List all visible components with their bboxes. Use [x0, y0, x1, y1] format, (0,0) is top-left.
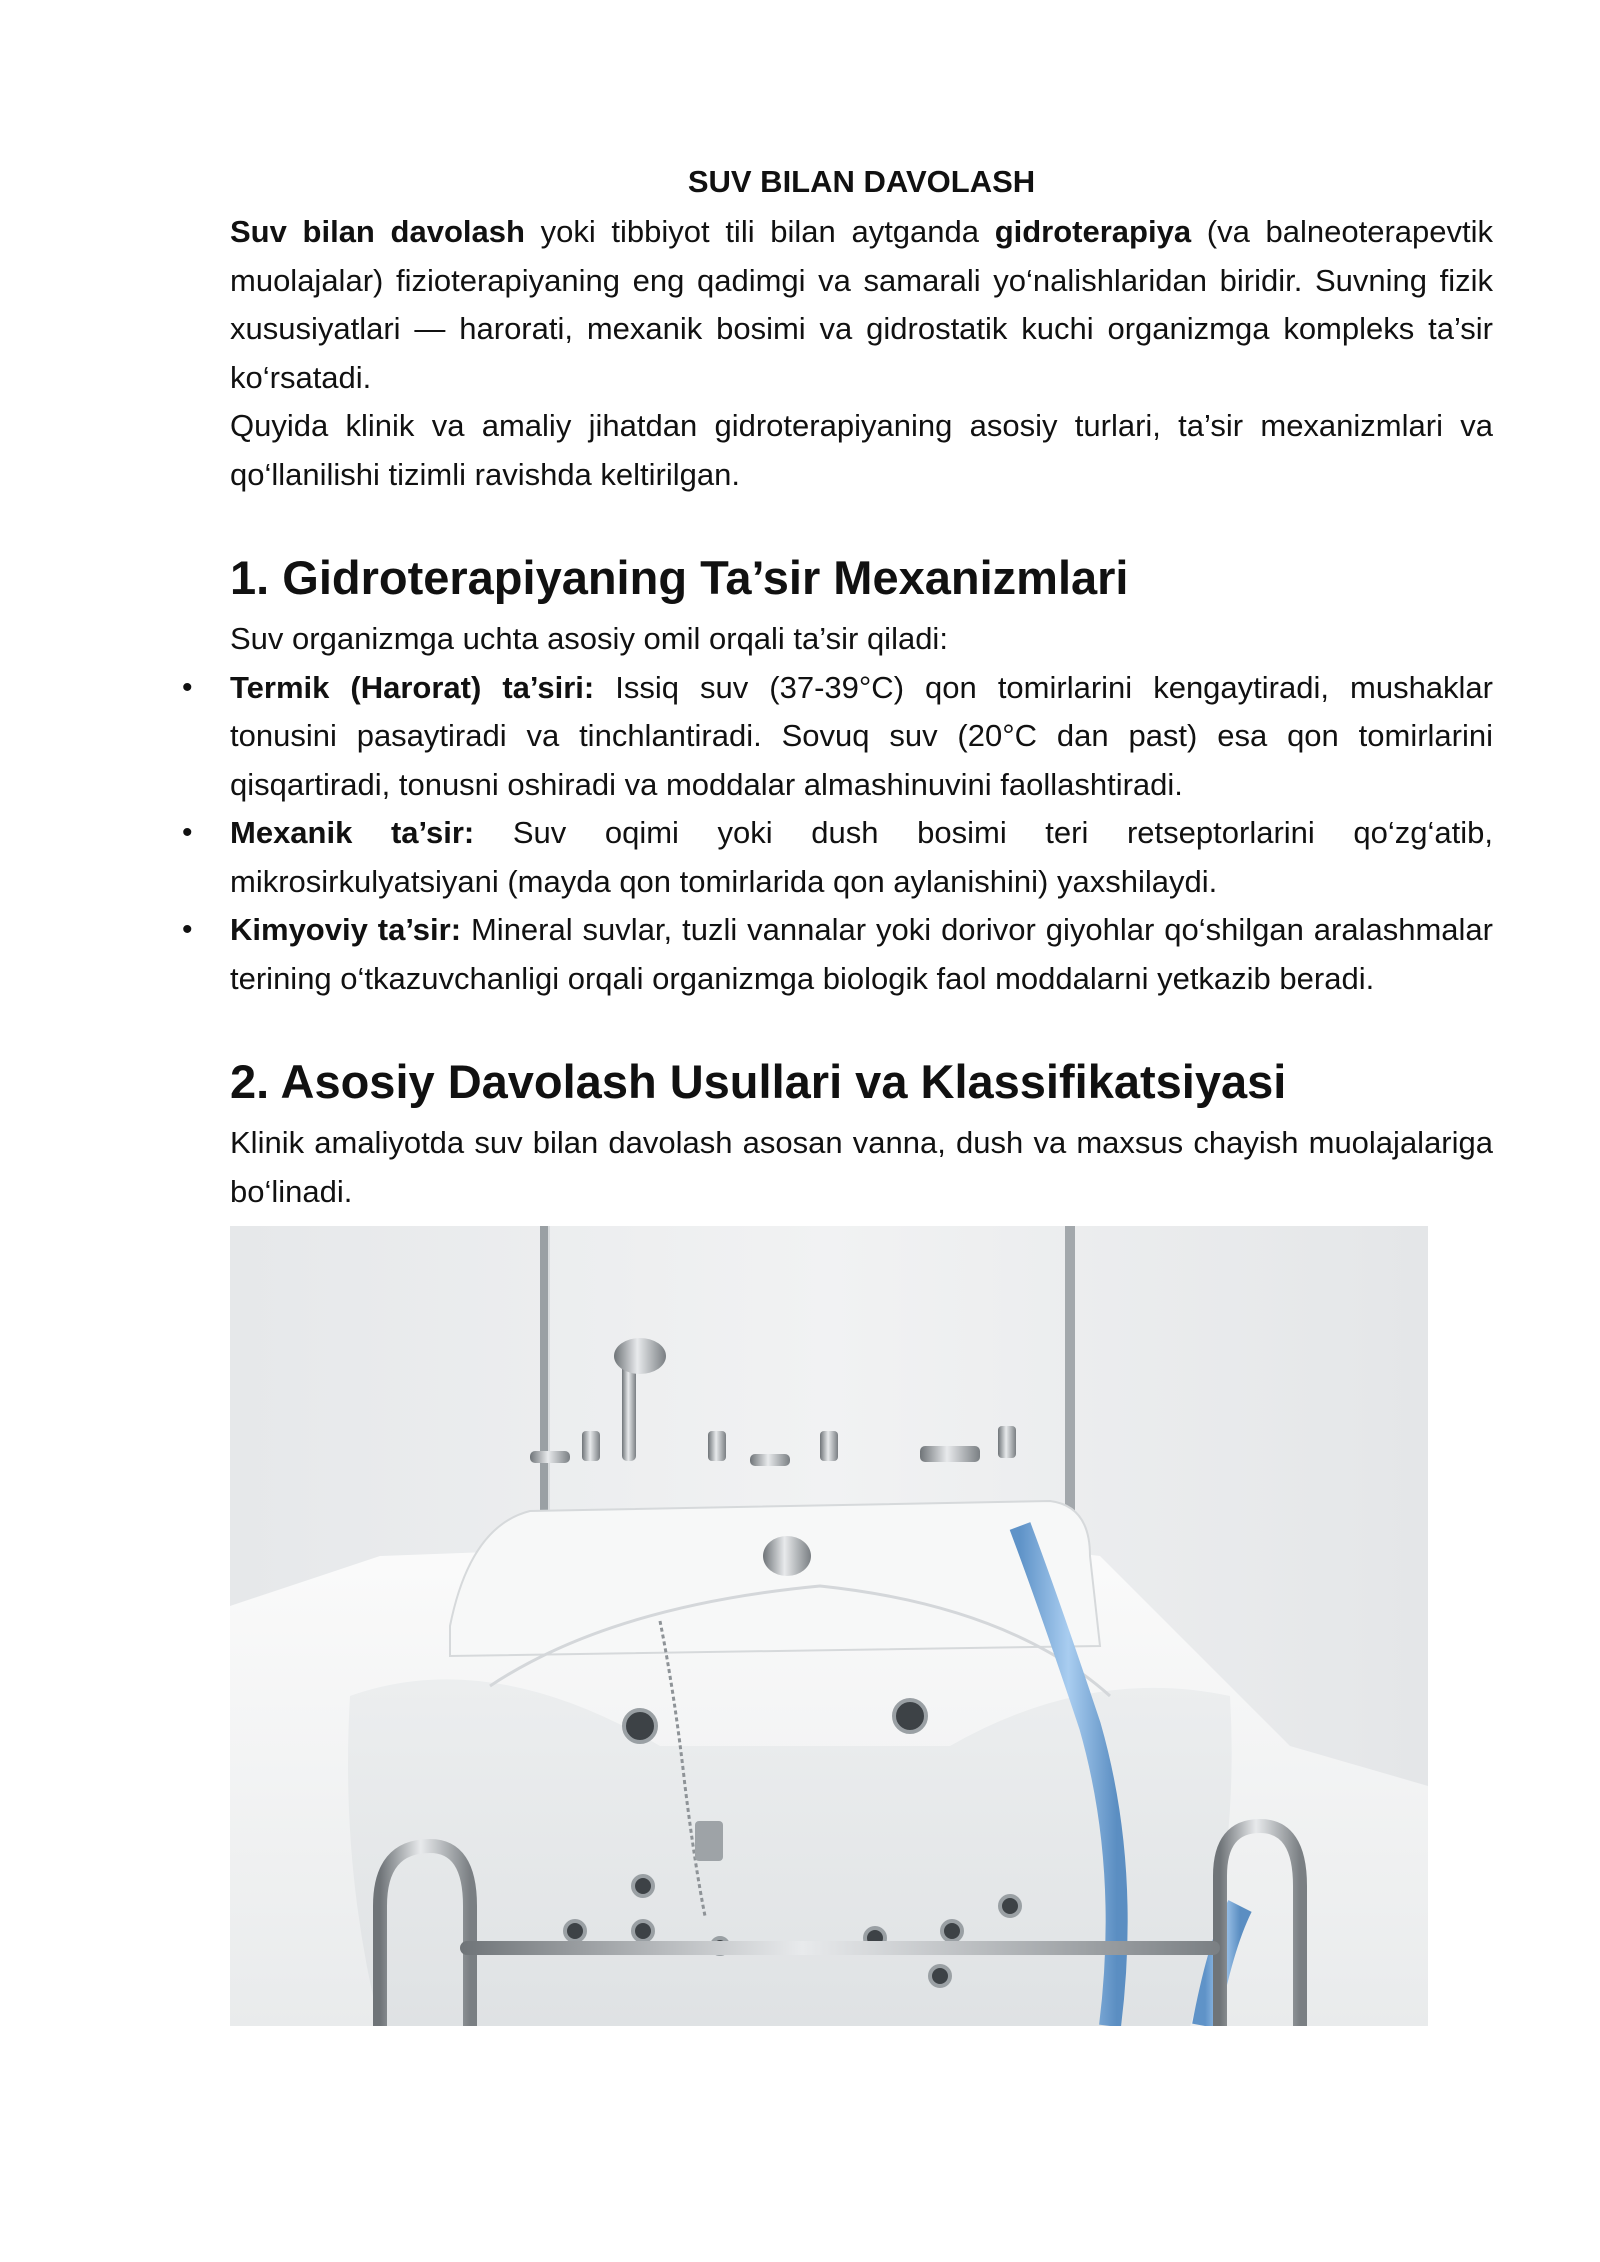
list-item-bold: Mexanik ta’sir: — [230, 815, 475, 850]
document-content — [182, 158, 1493, 2026]
intro-paragraph-2: Quyida klinik va amaliy jihatdan gidroterapiyaning asosiy turlari, ta’sir mexanizmlari va qo‘llanilishi tizimli ravishda keltirilgan. — [230, 408, 1493, 492]
bullet-icon: • — [182, 670, 193, 704]
document-title: SUV BILAN DAVOLASH — [687, 164, 1036, 199]
intro-bold-term-1: Suv bilan davolash — [230, 214, 525, 249]
bathtub-illustration — [230, 1226, 1428, 2026]
list-item-text: Mineral suvlar, tuzli vannalar yoki dorivor giyohlar qo‘shilgan aralashmalar terining o‘tkazuvchanligi orqali organizmga biologik faol moddalarni yetkazib beradi. — [230, 912, 1493, 996]
intro-bold-term-2: gidroterapiya — [994, 214, 1192, 249]
section-2-lead: Klinik amaliyotda suv bilan davolash asosan vanna, dush va maxsus chayish muolajalariga bo‘linadi. — [230, 1125, 1493, 1209]
list-item-mechanical — [182, 809, 1493, 906]
list-item-text: Issiq suv (37-39°C) qon tomirlarini kengaytiradi, mushaklar tonusini pasaytiradi va tinchlantiradi. Sovuq suv (20°C dan past) esa qon tomirlarini qisqartiradi, tonusni oshiradi va moddalar almashinuvini faollashtiradi. — [230, 669, 1493, 802]
list-item-bold: Termik (Harorat) ta’siri: — [230, 669, 595, 705]
list-item-chemical — [182, 906, 1493, 1003]
list-item-bold: Kimyoviy ta’sir: — [230, 912, 462, 947]
section-1-lead: Suv organizmga uchta asosiy omil orqali ta’sir qiladi: — [230, 621, 948, 656]
hydrotherapy-bathtub-photo — [230, 1226, 1428, 2026]
intro-text-1: yoki tibbiyot tili bilan aytganda — [524, 214, 995, 249]
section-1-heading: 1. Gidroterapiyaning Ta’sir Mexanizmlari — [230, 551, 1129, 604]
intro-text-2: (va balneoterapevtik muolajalar) fizioterapiyaning eng qadimgi va samarali yo‘nalishlaridan biridir. Suvning fizik xususiyatlari — harorati, mexanik bosimi va gidrostatik kuchi organizmga kompleks ta’sir ko‘rsatadi. — [230, 214, 1493, 395]
intro-paragraph-1 — [230, 208, 1493, 402]
list-item-text: Suv oqimi yoki dush bosimi teri retseptorlarini qo‘zg‘atib, mikrosirkulyatsiyani (mayda qon tomirlarida qon aylanishini) yaxshilaydi. — [230, 815, 1493, 899]
section-2-heading: 2. Asosiy Davolash Usullari va Klassifikatsiyasi — [230, 1055, 1287, 1108]
bullet-icon: • — [182, 913, 193, 946]
bullet-icon: • — [182, 816, 193, 849]
mechanisms-list — [182, 664, 1493, 1004]
list-item-thermal — [182, 664, 1493, 810]
